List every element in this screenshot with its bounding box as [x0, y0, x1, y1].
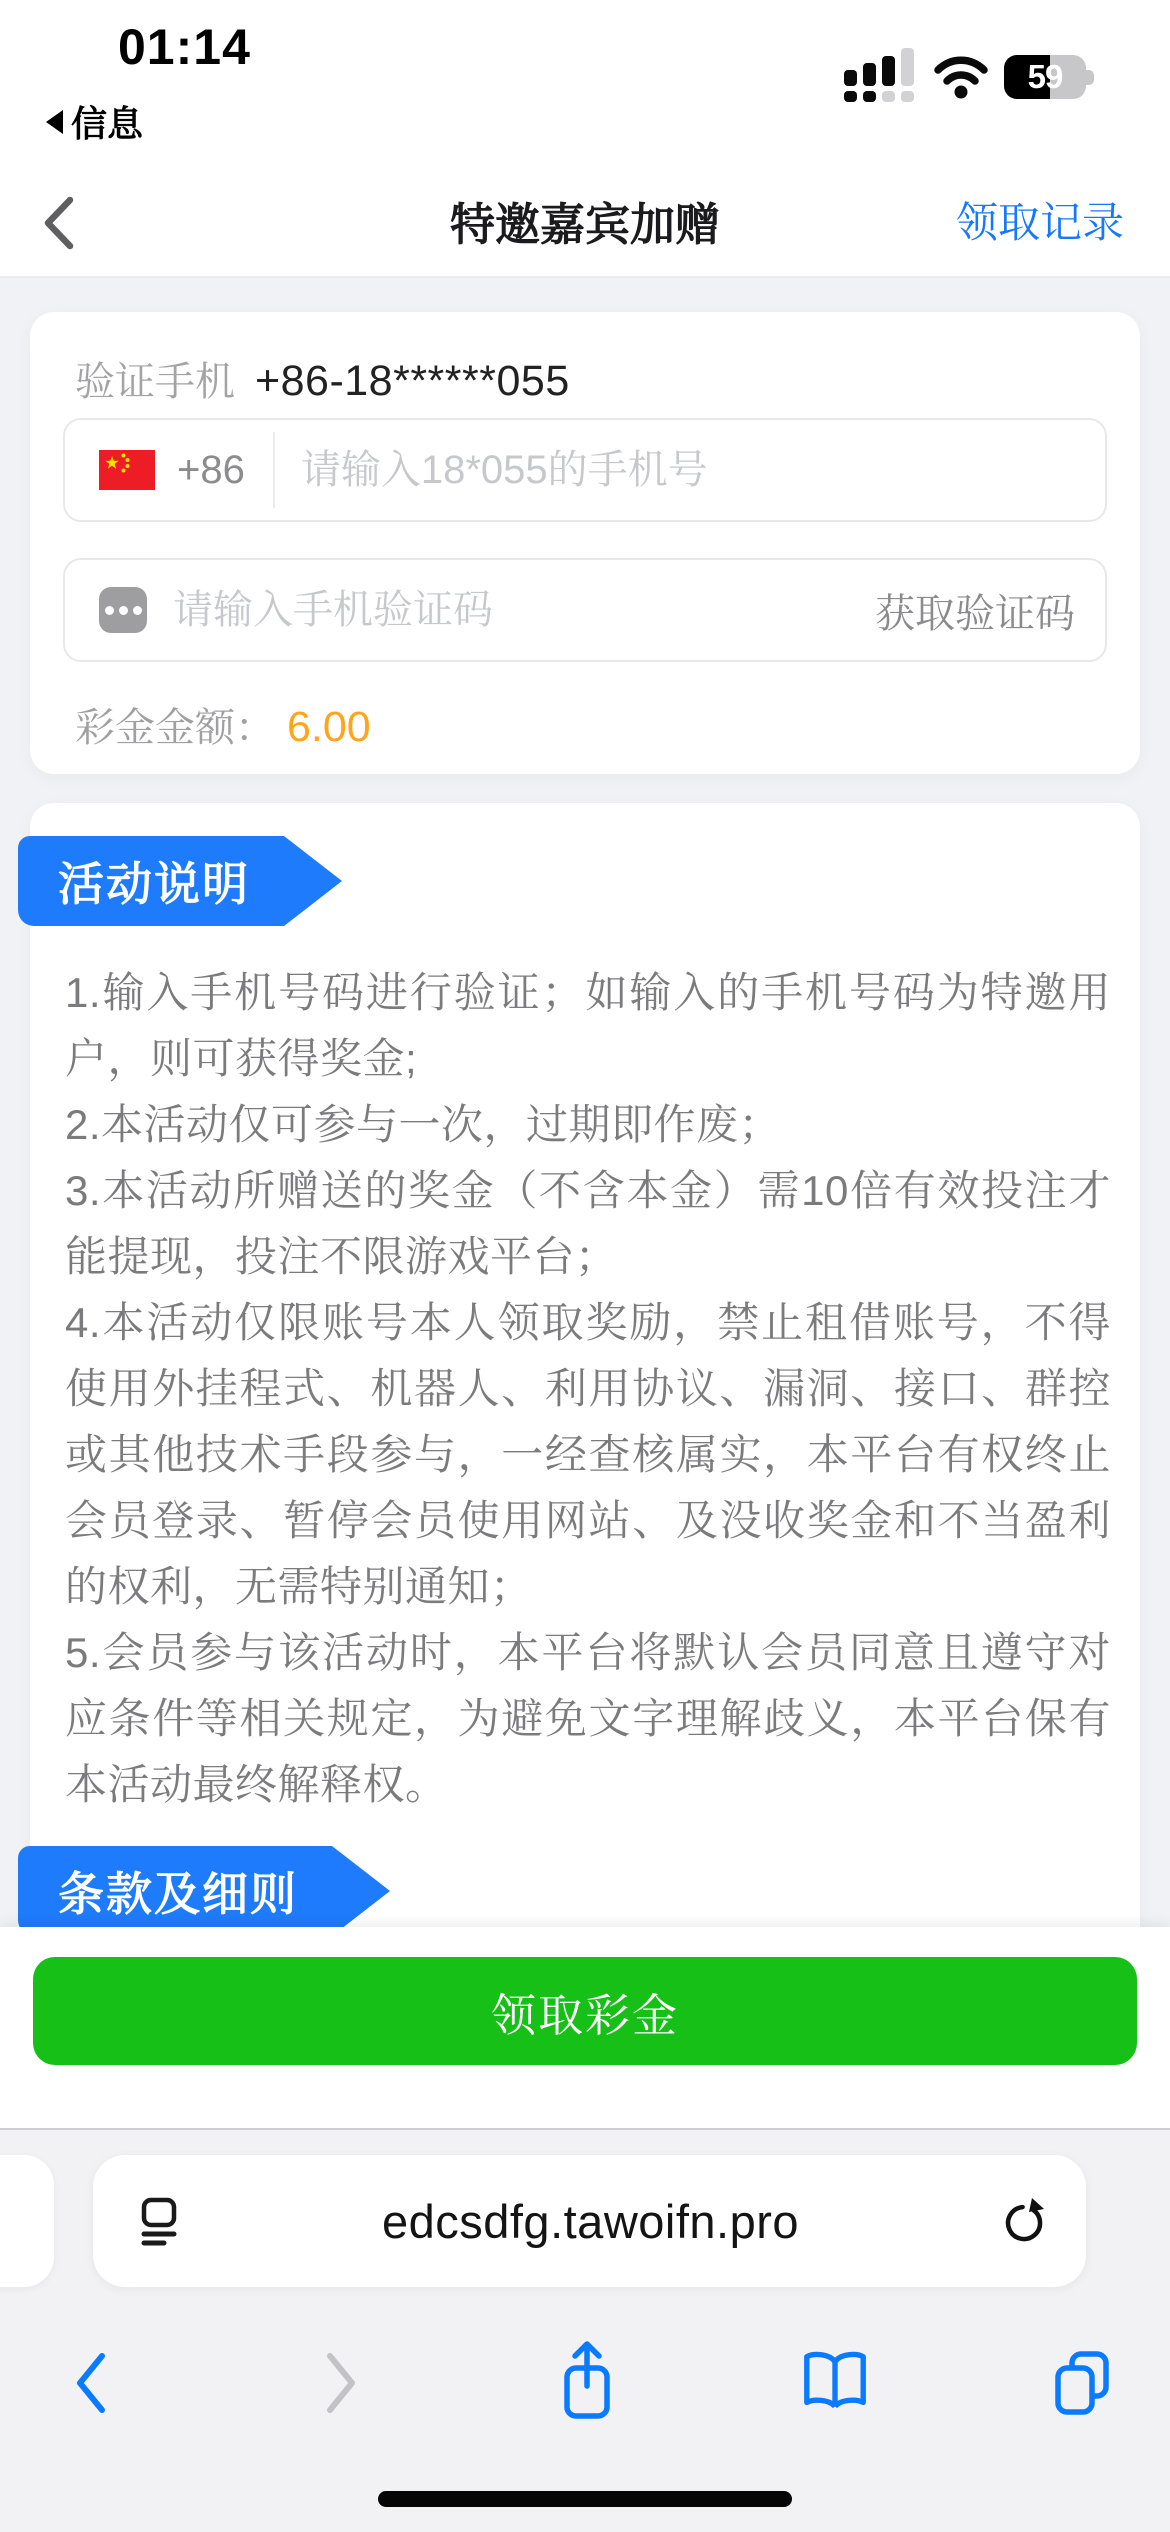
battery-percent: 59 — [1027, 58, 1063, 95]
page-menu-icon[interactable] — [137, 2196, 181, 2246]
status-icons — [844, 52, 1096, 102]
home-indicator[interactable] — [378, 2491, 792, 2507]
status-bar — [0, 0, 1170, 170]
book-icon — [799, 2347, 871, 2419]
activity-ribbon: 活动说明 — [18, 836, 284, 926]
browser-forward-button[interactable] — [304, 2328, 376, 2438]
masked-phone-number: +86-18******055 — [255, 357, 570, 405]
url-text: edcsdfg.tawoifn.pro — [381, 2194, 800, 2248]
chevron-back-icon — [70, 2348, 114, 2418]
china-flag-icon — [99, 450, 155, 490]
divider — [273, 432, 275, 508]
return-to-app-button[interactable] — [46, 96, 143, 147]
get-code-button[interactable]: 获取验证码 — [875, 591, 1075, 636]
address-bar[interactable] — [93, 2155, 1086, 2287]
back-triangle-icon — [46, 110, 63, 134]
bonus-amount-value: 6.00 — [287, 703, 371, 751]
bookmarks-button[interactable] — [799, 2328, 871, 2438]
verify-card — [30, 312, 1140, 774]
wifi-icon — [934, 54, 988, 100]
reload-icon[interactable] — [1000, 2197, 1048, 2245]
rule-item: 1.输入手机号码进行验证；如输入的手机号码为特邀用户，则可获得奖金; — [65, 969, 1111, 1082]
verify-phone-label: 验证手机 — [75, 360, 235, 404]
page-title: 特邀嘉宾加赠 — [449, 198, 720, 250]
phone-input[interactable] — [301, 448, 1105, 493]
safari-chrome — [0, 2128, 1170, 2532]
verification-code-input[interactable] — [173, 588, 875, 633]
code-input-group — [63, 558, 1107, 662]
activity-rules — [65, 960, 1111, 1818]
rule-item: 2.本活动仅可参与一次，过期即作废； — [65, 1101, 782, 1148]
terms-ribbon: 条款及细则 — [18, 1846, 332, 1936]
adjacent-tab-peek[interactable] — [0, 2155, 54, 2287]
claim-history-link[interactable]: 领取记录 — [955, 199, 1124, 246]
battery-icon — [1004, 55, 1096, 99]
rule-item: 5.会员参与该活动时，本平台将默认会员同意且遵守对应条件等相关规定，为避免文字理解歧义，本平台保有本活动最终解释权。 — [65, 1629, 1111, 1808]
country-code: +86 — [177, 447, 245, 492]
return-app-label: 信息 — [71, 103, 144, 144]
tabs-icon — [1050, 2348, 1114, 2418]
share-icon — [555, 2338, 619, 2428]
claim-bonus-button[interactable]: 领取彩金 — [33, 1957, 1137, 2065]
share-button[interactable] — [551, 2328, 623, 2438]
rule-item: 3.本活动所赠送的奖金（不含本金）需10倍有效投注才能提现，投注不限游戏平台； — [65, 1167, 1111, 1280]
status-time: 01:14 — [118, 19, 251, 75]
page-navbar — [0, 170, 1170, 278]
safari-toolbar — [0, 2328, 1170, 2438]
browser-back-button[interactable] — [56, 2328, 128, 2438]
phone-input-group — [63, 418, 1107, 522]
rule-item: 4.本活动仅限账号本人领取奖励，禁止租借账号，不得使用外挂程式、机器人、利用协议、漏洞、接口、群控或其他技术手段参与，一经查核属实，本平台有权终止会员登录、暂停会员使用网站、及没收奖金和不当盈利的权利，无需特别通知； — [65, 1299, 1111, 1610]
page-content — [0, 278, 1170, 2128]
cellular-signal-icon — [844, 52, 918, 102]
chevron-forward-icon — [318, 2348, 362, 2418]
tabs-button[interactable] — [1046, 2328, 1118, 2438]
claim-bar — [0, 1927, 1170, 2128]
bonus-amount-label: 彩金金额： — [75, 706, 275, 750]
keypad-icon — [99, 587, 147, 633]
